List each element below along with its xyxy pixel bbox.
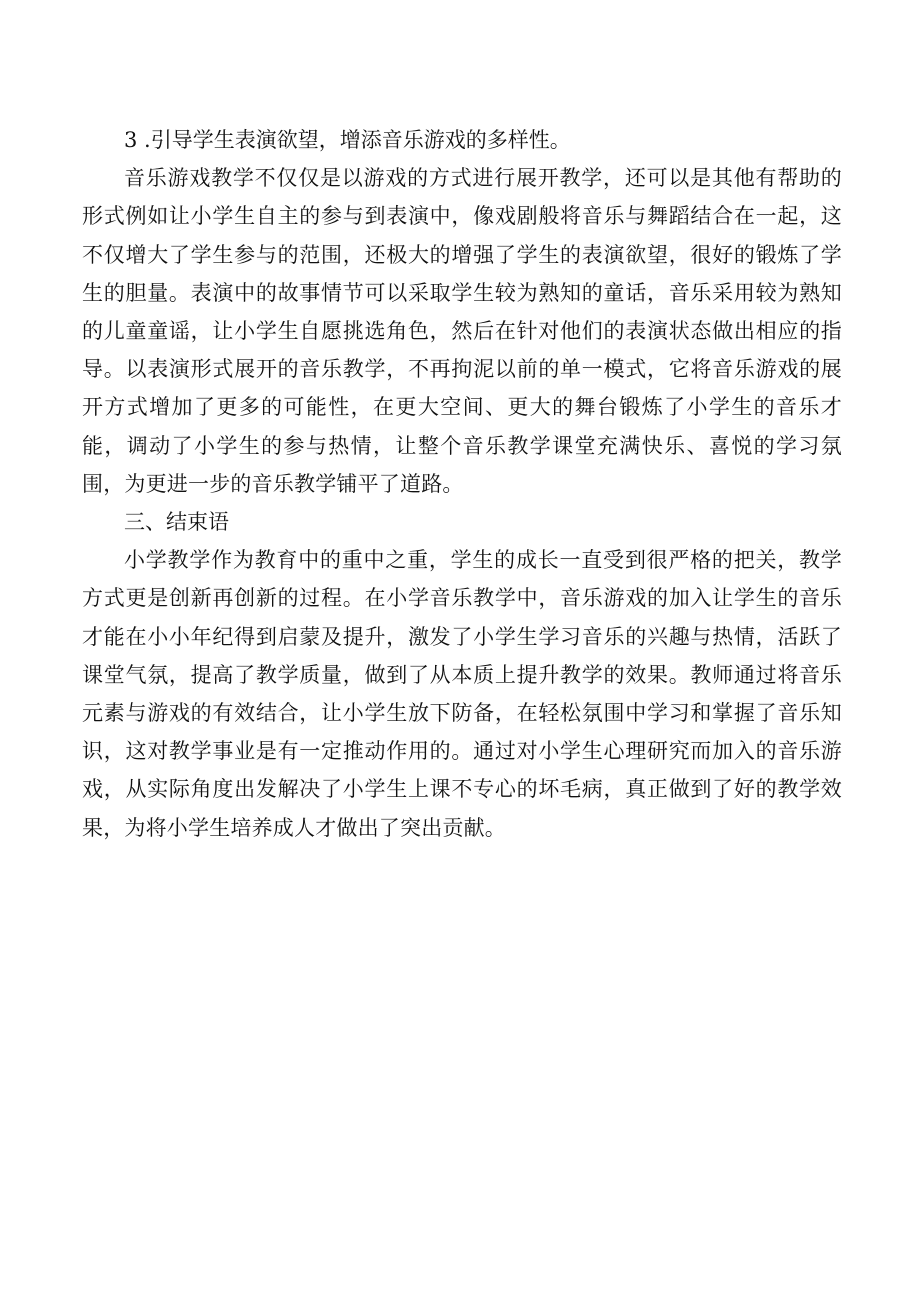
document-content (82, 121, 842, 847)
conclusion-heading: 三、结束语 (124, 510, 229, 535)
section-3-heading: 3 .引导学生表演欲望，增添音乐游戏的多样性。 (124, 128, 571, 152)
conclusion-paragraph: 小学教学作为教育中的重中之重，学生的成长一直受到很严格的把关，教学方式更是创新再创新的过程。在小学音乐教学中，音乐游戏的加入让学生的音乐才能在小小年纪得到启蒙及提升，激发了小学生学习音乐的兴趣与热情，活跃了课堂气氛，提高了教学质量，做到了从本质上提升教学的效果。教师通过将音乐元素与游戏的有效结合，让小学生放下防备，在轻松氛围中学习和掌握了音乐知识，这对教学事业是有一定推动作用的。通过对小学生心理研究而加入的音乐游戏，从实际角度出发解决了小学生上课不专心的坏毛病，真正做到了好的教学效果，为将小学生培养成人才做出了突出贡献。 (82, 548, 842, 840)
section-3-paragraph: 音乐游戏教学不仅仅是以游戏的方式进行展开教学，还可以是其他有帮助的形式例如让小学生自主的参与到表演中，像戏剧般将音乐与舞蹈结合在一起，这不仅增大了学生参与的范围，还极大的增强了学生的表演欲望，很好的锻炼了学生的胆量。表演中的故事情节可以采取学生较为熟知的童话，音乐采用较为熟知的儿童童谣，让小学生自愿挑选角色，然后在针对他们的表演状态做出相应的指导。以表演形式展开的音乐教学，不再拘泥以前的单一模式，它将音乐游戏的展开方式增加了更多的可能性，在更大空间、更大的舞台锻炼了小学生的音乐才能，调动了小学生的参与热情，让整个音乐教学课堂充满快乐、喜悦的学习氛围，为更进一步的音乐教学铺平了道路。 (82, 166, 842, 496)
